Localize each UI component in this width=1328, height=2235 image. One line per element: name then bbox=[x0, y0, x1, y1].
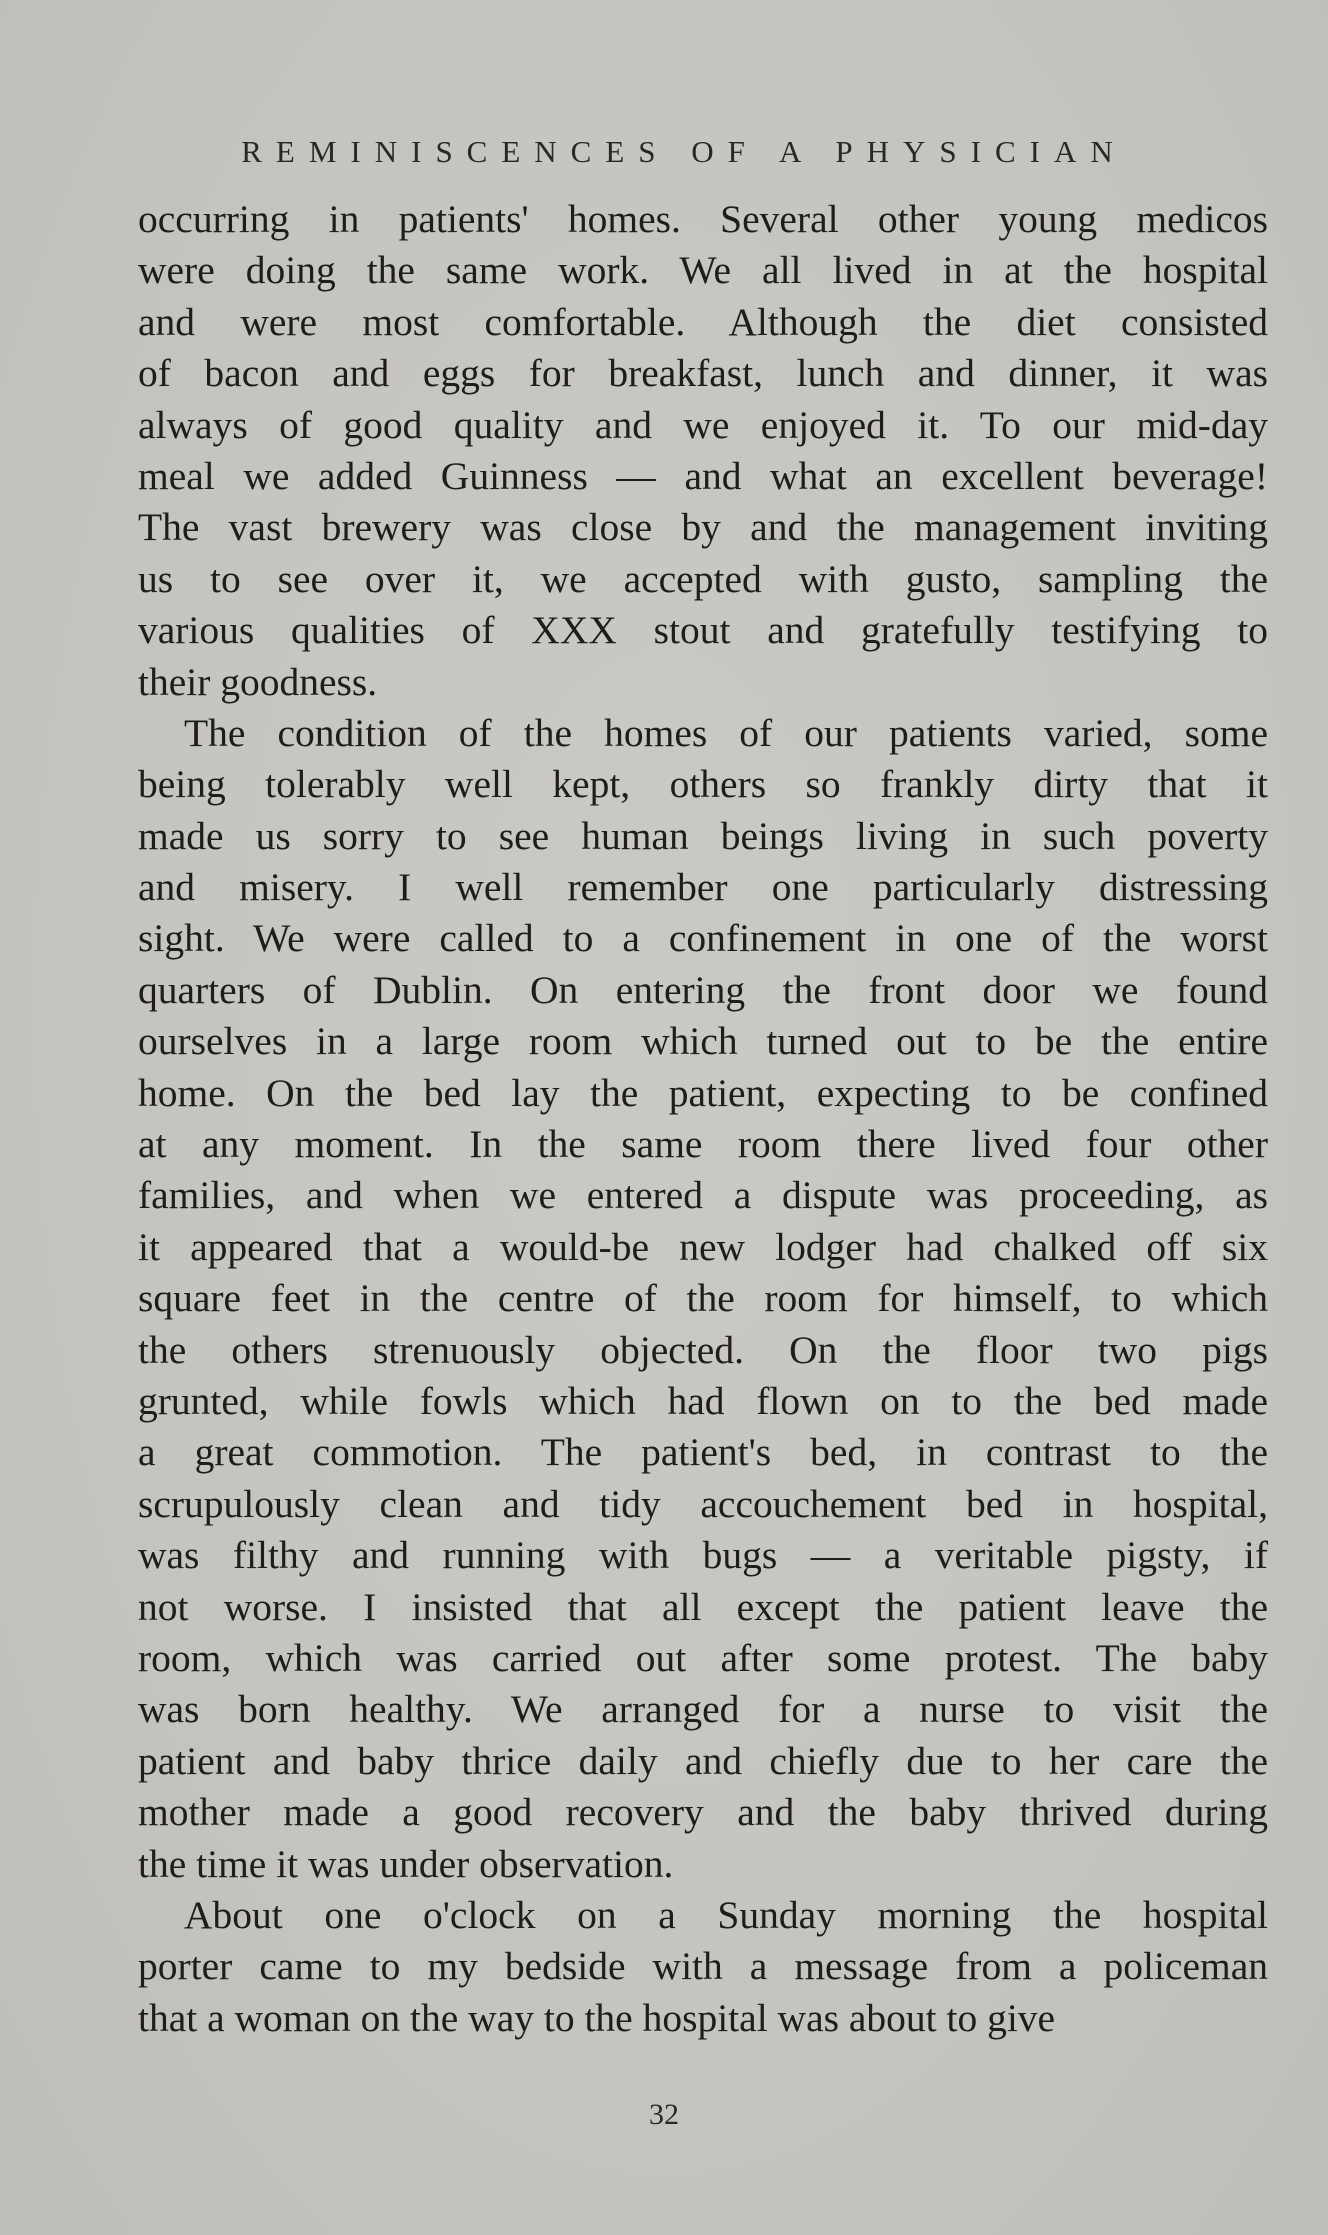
text-line: it appeared that a would-be new lodger had chalked off six bbox=[138, 1224, 1268, 1269]
text-line: mother made a good recovery and the baby thrived during bbox=[138, 1790, 1268, 1835]
text-line: room, which was carried out after some protest. The baby bbox=[138, 1635, 1268, 1680]
text-line: About one o'clock on a Sunday morning the hospital bbox=[184, 1892, 1268, 1937]
text-line: always of good quality and we enjoyed it. To our mid-day bbox=[138, 402, 1268, 447]
text-line: a great commotion. The patient's bed, in contrast to the bbox=[138, 1430, 1268, 1475]
text-line: of bacon and eggs for breakfast, lunch and dinner, it was bbox=[138, 351, 1268, 396]
text-line: families, and when we entered a dispute was proceeding, as bbox=[138, 1173, 1268, 1218]
page-number: 32 bbox=[649, 2098, 679, 2131]
text-line: was filthy and running with bugs — a veritable pigsty, if bbox=[138, 1533, 1268, 1578]
running-head: REMINISCENCES OF A PHYSICIAN bbox=[241, 134, 1127, 169]
text-line: the others strenuously objected. On the floor two pigs bbox=[138, 1327, 1268, 1372]
text-line: scrupulously clean and tidy accouchement bed in hospital, bbox=[138, 1481, 1268, 1526]
text-line: various qualities of XXX stout and gratefully testifying to bbox=[138, 608, 1268, 653]
text-line: being tolerably well kept, others so frankly dirty that it bbox=[138, 762, 1268, 807]
text-line: square feet in the centre of the room for himself, to which bbox=[138, 1276, 1268, 1321]
text-line: us to see over it, we accepted with gusto, sampling the bbox=[138, 556, 1268, 601]
text-line: porter came to my bedside with a message from a policeman bbox=[138, 1944, 1268, 1989]
text-line: grunted, while fowls which had flown on to the bed made bbox=[138, 1378, 1268, 1423]
body-text bbox=[138, 194, 1268, 2044]
text-line: sight. We were called to a confinement in one of the worst bbox=[138, 916, 1268, 961]
text-line: The condition of the homes of our patients varied, some bbox=[184, 710, 1268, 755]
text-line: occurring in patients' homes. Several other young medicos bbox=[138, 197, 1268, 241]
text-line: The vast brewery was close by and the management inviting bbox=[138, 505, 1268, 550]
text-line: their goodness. bbox=[138, 659, 378, 704]
text-line: at any moment. In the same room there lived four other bbox=[138, 1122, 1268, 1167]
text-line: patient and baby thrice daily and chiefly due to her care the bbox=[138, 1738, 1268, 1783]
text-line: meal we added Guinness — and what an excellent beverage! bbox=[138, 453, 1268, 498]
text-line: quarters of Dublin. On entering the front door we found bbox=[138, 967, 1268, 1012]
text-line: was born healthy. We arranged for a nurse to visit the bbox=[138, 1687, 1268, 1732]
text-line: ourselves in a large room which turned out to be the entire bbox=[138, 1019, 1268, 1064]
text-line: not worse. I insisted that all except the patient leave the bbox=[138, 1584, 1268, 1629]
text-line: that a woman on the way to the hospital was about to give bbox=[138, 1995, 1056, 2040]
text-line: were doing the same work. We all lived in at the hospital bbox=[138, 248, 1268, 293]
paragraph bbox=[138, 708, 1268, 1890]
text-line: and were most comfortable. Although the diet consisted bbox=[138, 299, 1268, 344]
text-line: the time it was under observation. bbox=[138, 1841, 674, 1886]
text-line: and misery. I well remember one particularly distressing bbox=[138, 865, 1268, 910]
paragraph bbox=[138, 1890, 1268, 2044]
text-line: made us sorry to see human beings living in such poverty bbox=[138, 813, 1268, 858]
paragraph bbox=[138, 194, 1268, 708]
text-line: home. On the bed lay the patient, expecting to be confined bbox=[138, 1070, 1268, 1115]
